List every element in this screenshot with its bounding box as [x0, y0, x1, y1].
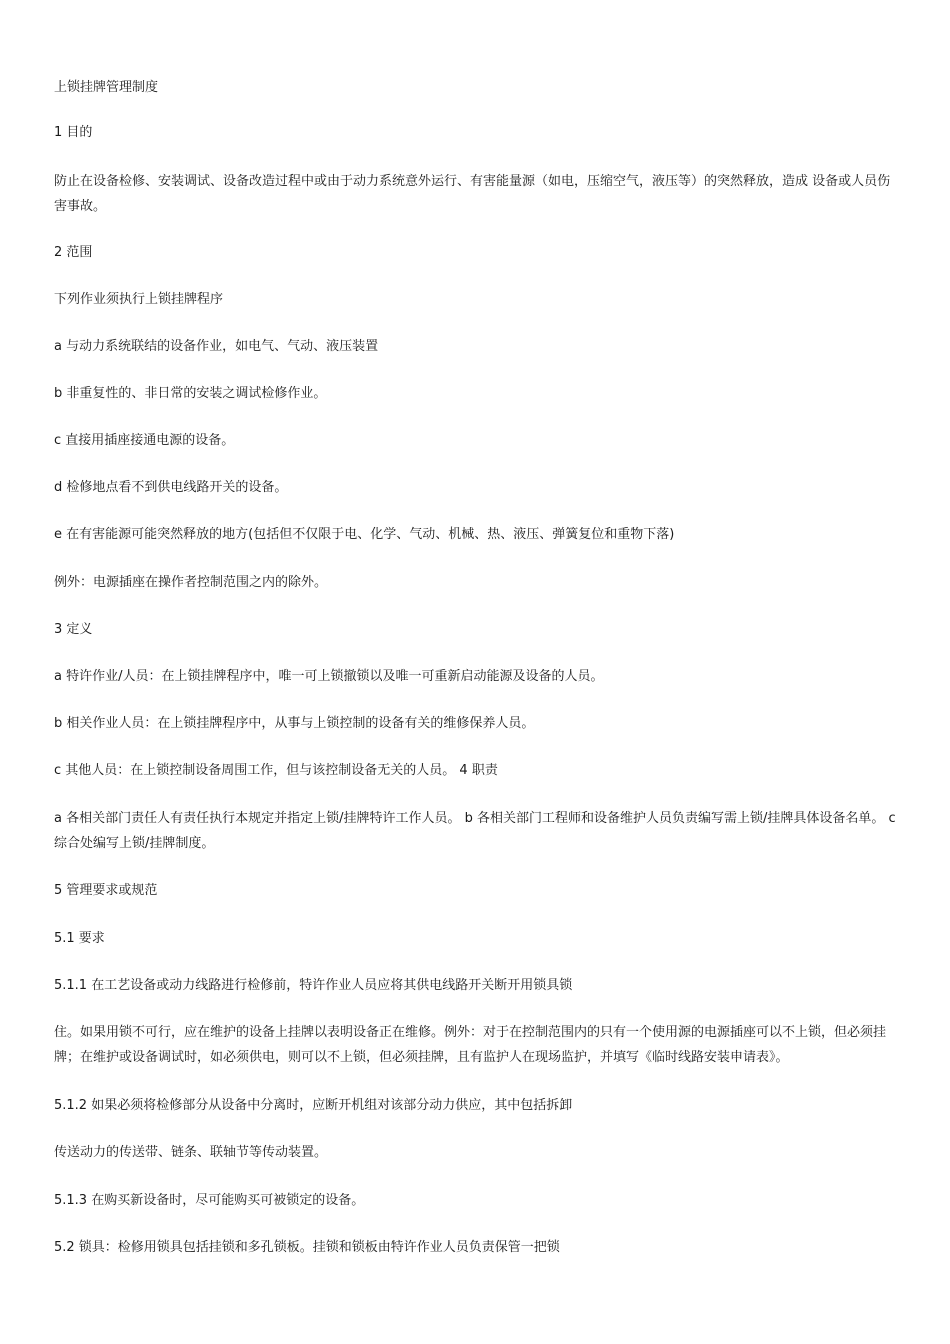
list-item: b 相关作业人员：在上锁挂牌程序中，从事与上锁控制的设备有关的维修保养人员。: [54, 716, 535, 731]
paragraph: 传送动力的传送带、链条、联轴节等传动装置。: [54, 1145, 328, 1160]
list-item: c 直接用插座接通电源的设备。: [54, 433, 235, 448]
paragraph: 5.1.1 在工艺设备或动力线路进行检修前，特许作业人员应将其供电线路开关断开用锁具锁: [54, 978, 573, 993]
list-item: c 其他人员：在上锁控制设备周围工作，但与该控制设备无关的人员。 4 职责: [54, 763, 498, 778]
paragraph: 下列作业须执行上锁挂牌程序: [54, 292, 224, 307]
paragraph: 5.1.2 如果必须将检修部分从设备中分离时，应断开机组对该部分动力供应，其中包括拆卸: [54, 1098, 573, 1113]
list-item: d 检修地点看不到供电线路开关的设备。: [54, 480, 288, 495]
section-heading: 3 定义: [54, 622, 93, 637]
paragraph: 5.2 锁具：检修用锁具包括挂锁和多孔锁板。挂锁和锁板由特许作业人员负责保管一把锁: [54, 1240, 560, 1255]
subsection-heading: 5.1 要求: [54, 931, 105, 946]
list-item: b 非重复性的、非日常的安装之调试检修作业。: [54, 386, 327, 401]
paragraph: 防止在设备检修、安装调试、设备改造过程中或由于动力系统意外运行、有害能量源（如电，压缩空气，液压等）的突然释放，造成 设备或人员伤害事故。: [54, 174, 891, 214]
document-title: 上锁挂牌管理制度: [54, 80, 159, 95]
list-item: a 特许作业/人员：在上锁挂牌程序中，唯一可上锁撤锁以及唯一可重新启动能源及设备的人员。: [54, 669, 604, 684]
list-item: e 在有害能源可能突然释放的地方(包括但不仅限于电、化学、气动、机械、热、液压、弹簧复位和重物下落): [54, 527, 675, 542]
paragraph: 5.1.3 在购买新设备时，尽可能购买可被锁定的设备。: [54, 1193, 365, 1208]
paragraph: 例外：电源插座在操作者控制范围之内的除外。: [54, 575, 328, 590]
section-heading: 5 管理要求或规范: [54, 883, 158, 898]
list-item: a 与动力系统联结的设备作业，如电气、气动、液压装置: [54, 339, 379, 354]
paragraph: 住。如果用锁不可行，应在维护的设备上挂牌以表明设备正在维修。例外：对于在控制范围内的只有一个使用源的电源插座可以不上锁，但必须挂牌；在维护或设备调试时，如必须供电，则可以不上锁，但必须挂牌，且有监护人在现场监护，并填写《临时线路安装申请表》。: [54, 1025, 887, 1065]
paragraph: a 各相关部门责任人有责任执行本规定并指定上锁/挂牌特许工作人员。 b 各相关部门工程师和设备维护人员负责编写需上锁/挂牌具体设备名单。 c 综合处编写上锁/挂牌制度。: [54, 811, 896, 851]
section-heading: 2 范围: [54, 245, 93, 260]
section-heading: 1 目的: [54, 125, 93, 140]
